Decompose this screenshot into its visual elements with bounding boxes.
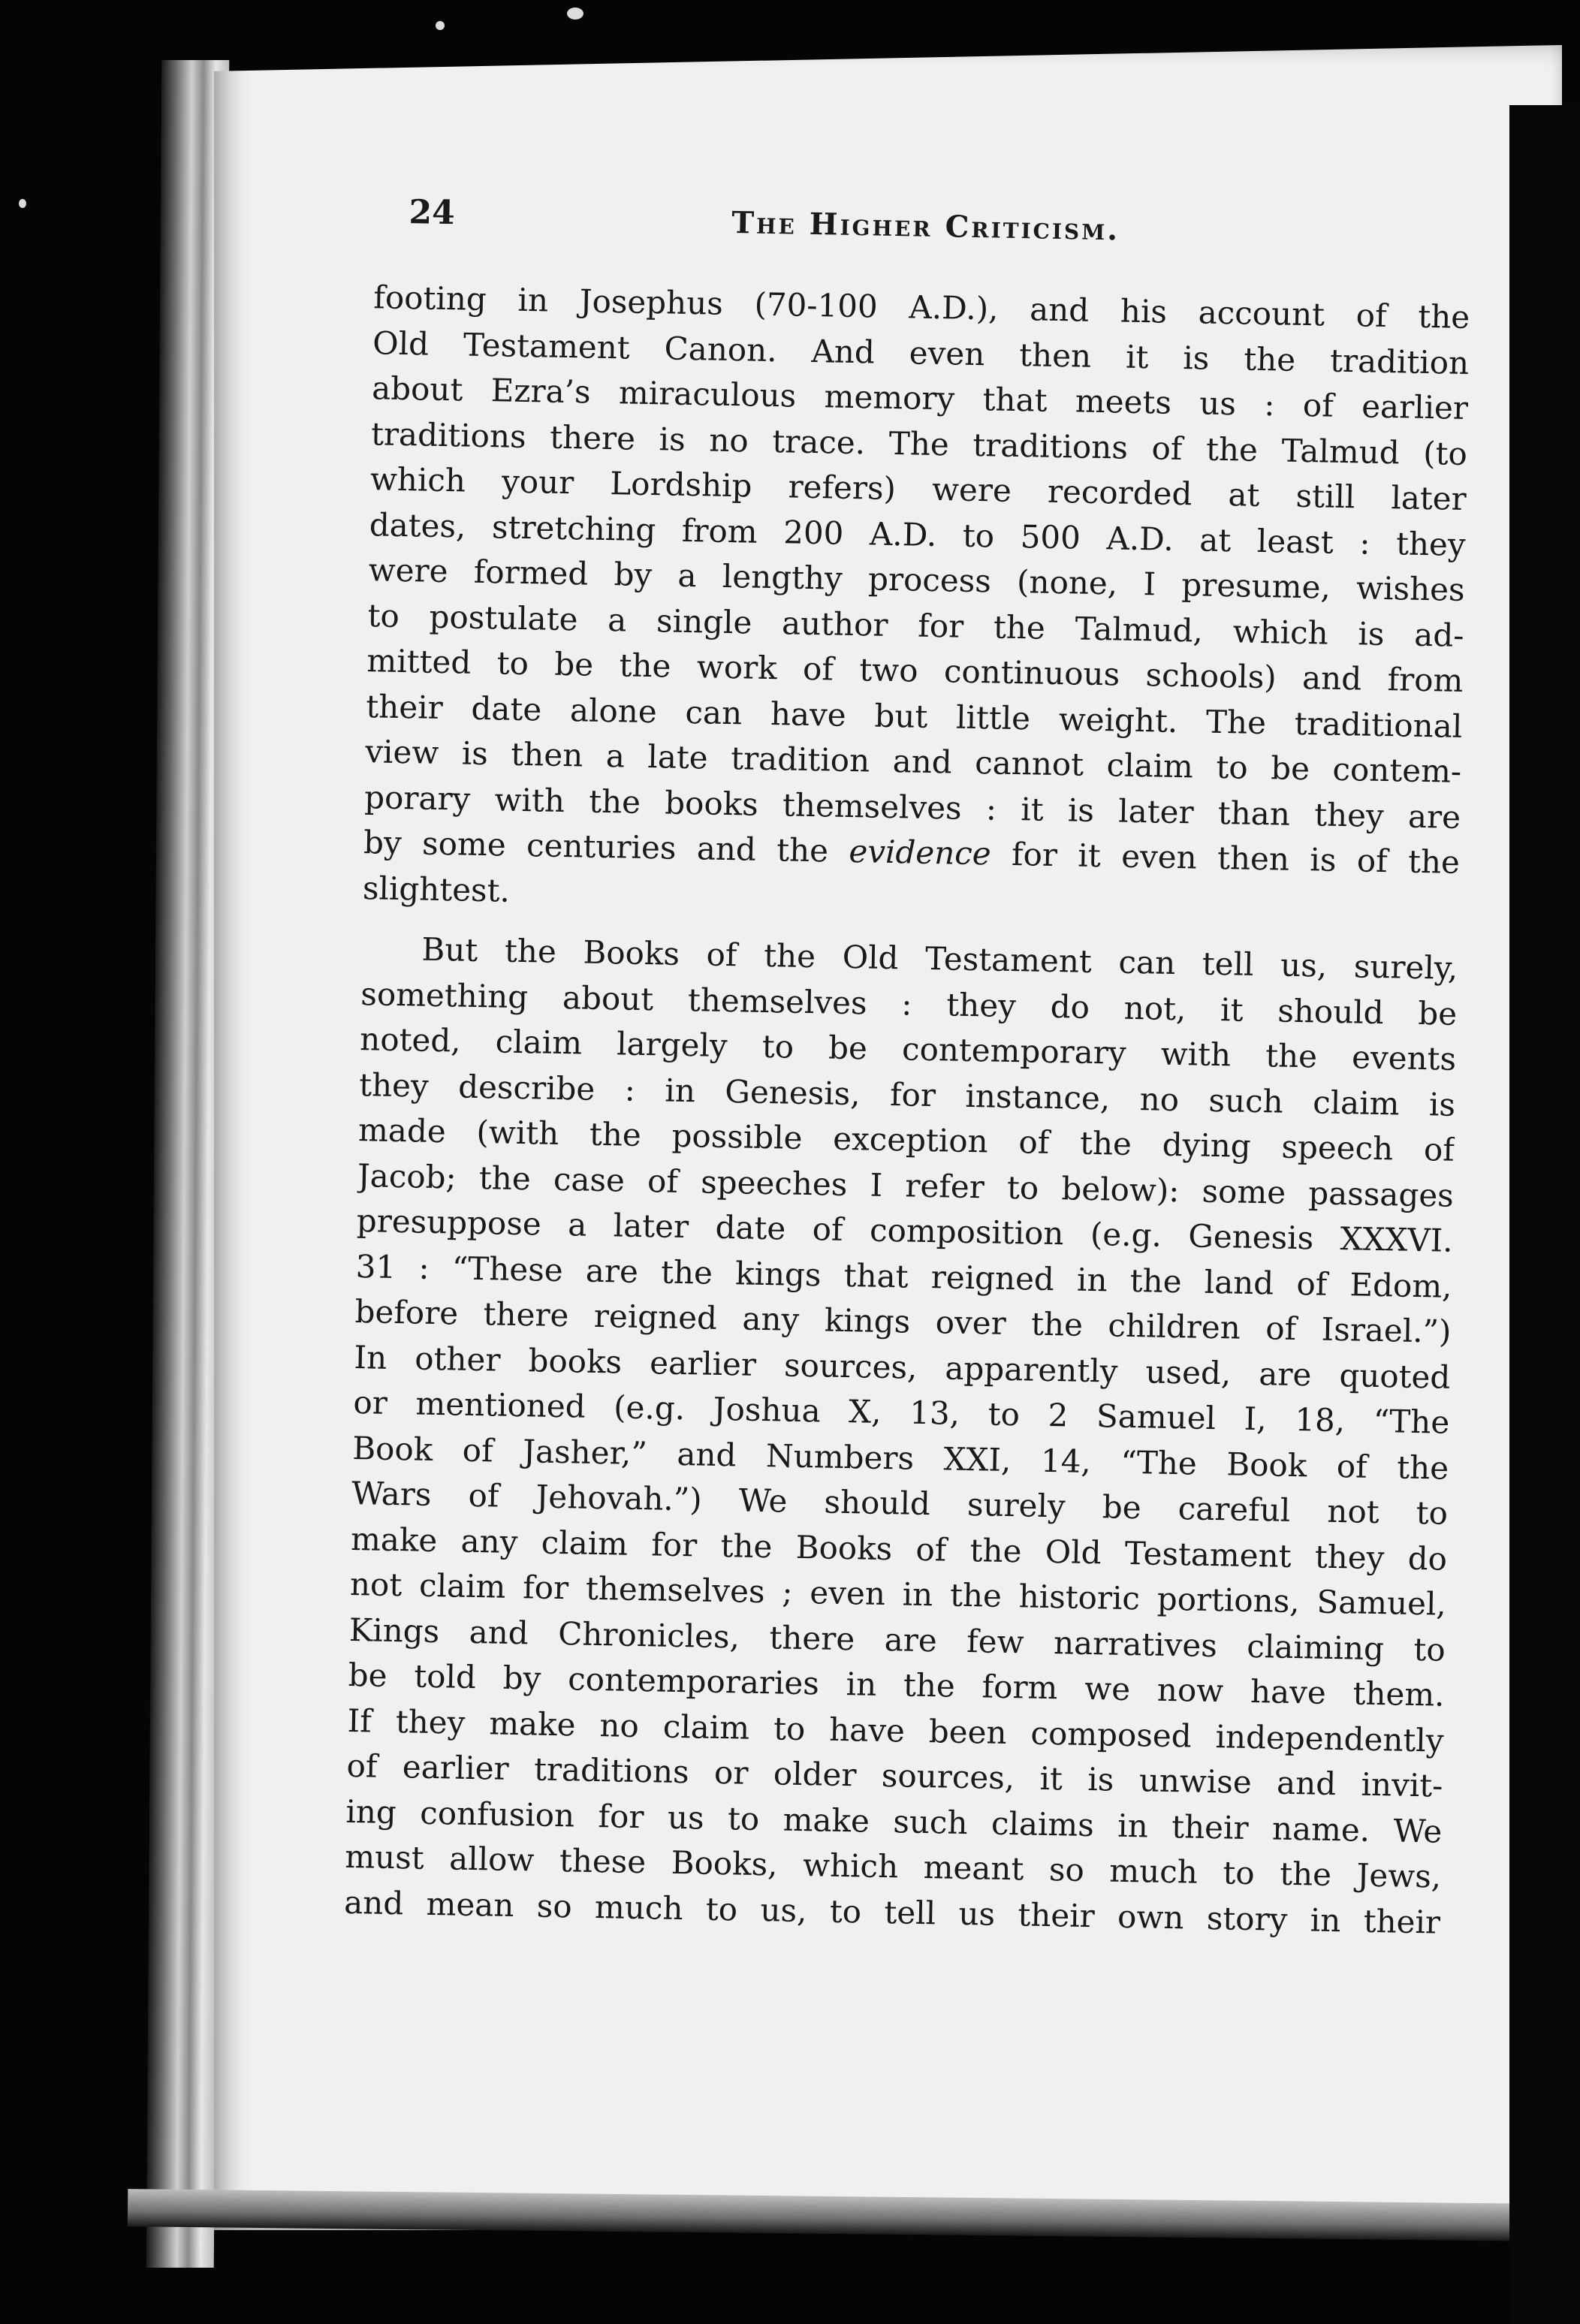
text-line: presuppose a later date of composition (e.g. Genesis XXXVI. bbox=[356, 1202, 1454, 1259]
text-line: dates, stretching from 200 A.D. to 500 A.D. at least : they bbox=[369, 505, 1467, 563]
text-line: 31 : “These are the kings that reigned in the land of Edom, bbox=[355, 1247, 1452, 1305]
text-line: and mean so much to us, to tell us their own story in their bbox=[343, 1883, 1441, 1941]
text-line: before there reigned any kings over the children of Israel.”) bbox=[354, 1293, 1452, 1350]
dust-speck bbox=[567, 8, 583, 20]
text-line: or mentioned (e.g. Joshua X, 13, to 2 Samuel I, 18, “The bbox=[353, 1384, 1450, 1441]
text-line: Wars of Jehovah.”) We should surely be careful not to bbox=[351, 1474, 1449, 1532]
right-shadow bbox=[1509, 105, 1580, 2324]
text-line: But the Books of the Old Testament can tell us, surely, bbox=[421, 930, 1458, 987]
text-line: view is then a late tradition and cannot claim to be contem- bbox=[364, 733, 1462, 790]
text-line: make any claim for the Books of the Old Testament they do bbox=[350, 1520, 1448, 1578]
text-line: Kings and Chronicles, there are few narratives claiming to bbox=[348, 1611, 1446, 1668]
text-line: to postulate a single author for the Talmud, which is ad- bbox=[367, 596, 1464, 654]
text-line: something about themselves : they do not, it should be bbox=[360, 975, 1458, 1032]
text-line: mitted to be the work of two continuous schools) and from bbox=[366, 642, 1464, 699]
page-text bbox=[288, 191, 1502, 2150]
running-title: The Higher Criticism. bbox=[731, 204, 1120, 248]
text-line: about Ezra’s miraculous memory that meets us : of earlier bbox=[371, 369, 1469, 427]
text-line: not claim for themselves ; even in the historic portions, Samuel, bbox=[349, 1565, 1447, 1623]
text-line: of earlier traditions or older sources, it is unwise and invit- bbox=[346, 1747, 1443, 1804]
text-line: made (with the possible exception of the dying speech of bbox=[357, 1111, 1455, 1168]
text-line: If they make no claim to have been composed independently bbox=[347, 1702, 1444, 1759]
text-line: Jacob; the case of speeches I refer to below): some passages bbox=[357, 1156, 1455, 1214]
paragraph-1 bbox=[309, 274, 1500, 932]
text-line: be told by contemporaries in the form we now have them. bbox=[348, 1656, 1446, 1714]
dust-speck bbox=[19, 199, 26, 208]
text-line: their date alone can have but little weight. The traditional bbox=[366, 687, 1463, 745]
text-line: by some centuries and the evidence for it even then is of the bbox=[363, 824, 1461, 881]
text-line: footing in Josephus (70-100 A.D.), and his account of the bbox=[372, 279, 1470, 336]
text-line: noted, claim largely to be contemporary with the events bbox=[359, 1020, 1457, 1078]
text-line: were formed by a lengthy process (none, I presume, wishes bbox=[368, 551, 1465, 608]
text-line: ing confusion for us to make such claims in their name. We bbox=[345, 1792, 1443, 1850]
text-line: must allow these Books, which meant so much to the Jews, bbox=[344, 1837, 1442, 1895]
text-line: which your Lordship refers) were recorded at still later bbox=[369, 460, 1467, 517]
text-line: porary with the books themselves : it is later than they are bbox=[363, 778, 1461, 836]
dust-speck bbox=[436, 21, 445, 30]
text-line: they describe : in Genesis, for instance, no such claim is bbox=[358, 1066, 1456, 1123]
text-line: In other books earlier sources, apparently used, are quoted bbox=[354, 1338, 1451, 1396]
text-line: slightest. bbox=[362, 869, 511, 909]
text-line: traditions there is no trace. The traditions of the Talmud (to bbox=[370, 414, 1468, 472]
text-line: Book of Jasher,” and Numbers XXI, 14, “The Book of the bbox=[351, 1429, 1449, 1487]
italic-word: evidence bbox=[849, 832, 992, 873]
paragraph-2 bbox=[291, 925, 1488, 1946]
text-line: Old Testament Canon. And even then it is the tradition bbox=[372, 324, 1470, 381]
page-number: 24 bbox=[409, 193, 456, 233]
